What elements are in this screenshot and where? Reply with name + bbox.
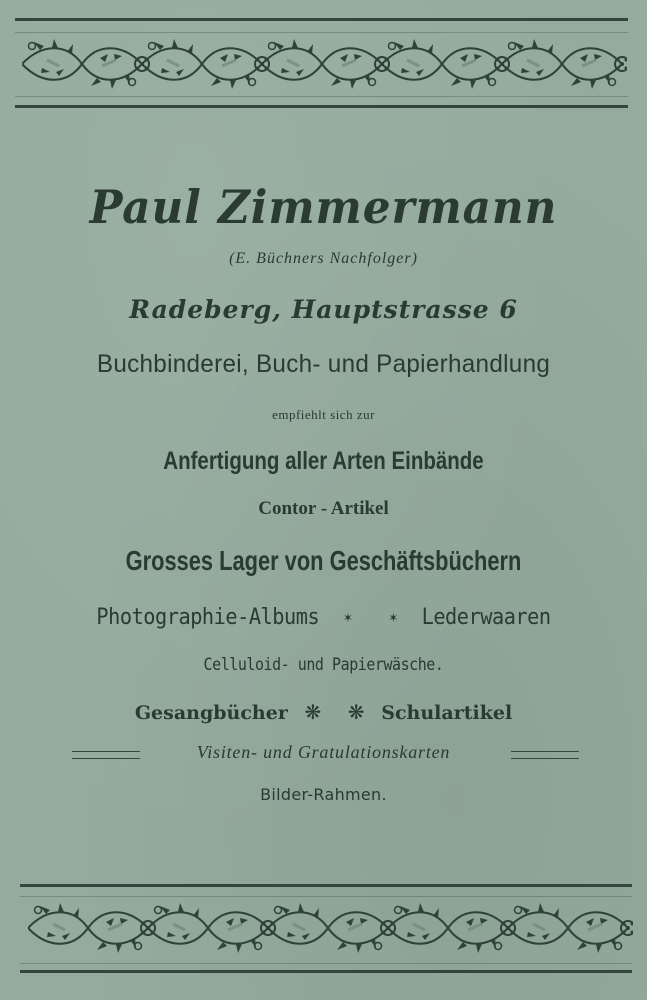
top-border-rule-lower (15, 105, 628, 108)
product-hymnals: Gesangbücher (134, 702, 288, 724)
double-rule-right (511, 751, 579, 759)
service-office-supplies: Contor - Artikel (258, 498, 389, 519)
flower-icon: ❋ (304, 700, 322, 724)
products-row (26, 605, 621, 630)
top-border-hairline-upper (15, 32, 628, 33)
stock-line: Grosses Lager von Geschäftsbüchern (125, 545, 522, 576)
bottom-border-rule-lower (20, 970, 632, 973)
address: Radeberg, Hauptstrasse 6 (129, 295, 518, 324)
flower-icon: ❋ (347, 700, 365, 724)
top-border-rule-upper (15, 18, 628, 21)
bottom-floral-border-icon (28, 902, 633, 954)
bottom-border-hairline-upper (20, 896, 632, 897)
trade-line: Buchbinderei, Buch- und Papierhandlung (96, 350, 551, 378)
product-school-supplies: Schulartikel (381, 702, 513, 724)
product-leather-goods: Lederwaaren (421, 605, 551, 630)
bottom-border-rule-upper (20, 884, 632, 887)
star-icon: ✶ (389, 608, 397, 626)
successor-note: (E. Büchners Nachfolger) (229, 250, 418, 267)
star-icon: ✶ (343, 608, 352, 626)
proprietor-name: Paul Zimmermann (89, 180, 558, 234)
product-photo-albums: Photographie-Albums (96, 605, 320, 630)
celluloid-line: Celluloid- und Papierwäsche. (203, 655, 444, 675)
service-binding: Anfertigung aller Arten Einbände (163, 447, 484, 475)
frames-line: Bilder-Rahmen. (260, 785, 387, 804)
top-floral-border-icon (22, 38, 627, 90)
top-border-hairline-lower (15, 96, 628, 97)
cards-line: Visiten- und Gratulationskarten (196, 742, 451, 762)
bottom-border-hairline-lower (20, 963, 632, 964)
recommendation-intro: empfiehlt sich zur (272, 407, 375, 422)
hymn-row (0, 700, 647, 724)
